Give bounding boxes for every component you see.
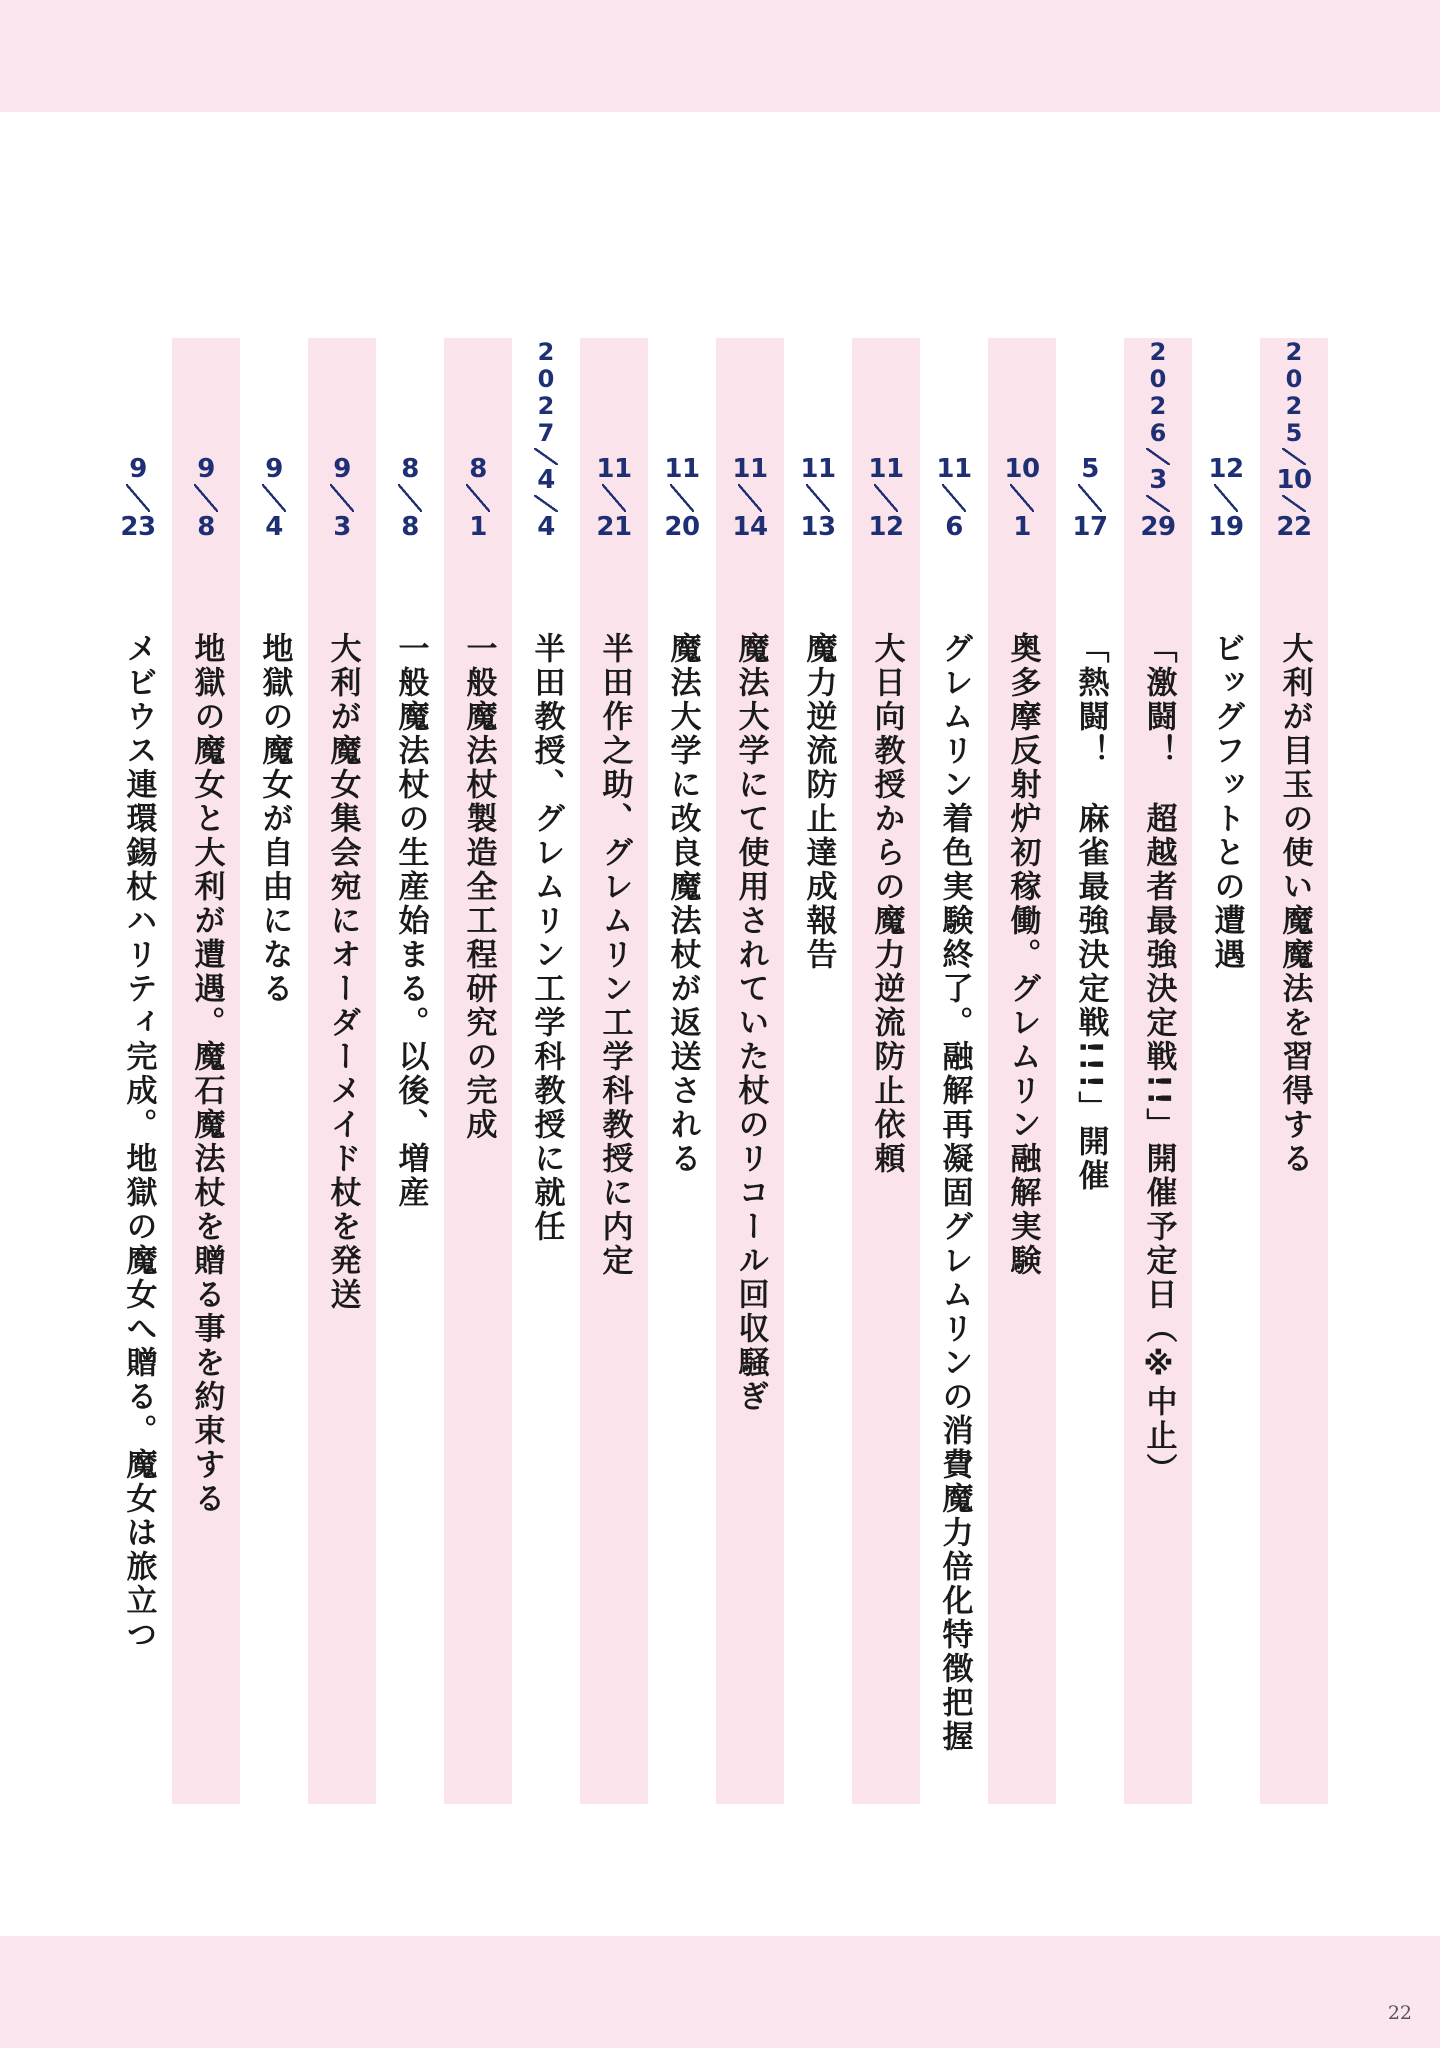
entry-date	[852, 338, 920, 558]
entry-event-text: 地獄の魔女が自由になる	[256, 632, 293, 1006]
entry-day: 21	[596, 512, 632, 542]
entry-event-text: 魔法大学に改良魔法杖が返送される	[664, 632, 701, 1176]
date-separator	[670, 484, 694, 512]
entry-day: 23	[120, 512, 156, 542]
timeline-entry	[988, 338, 1056, 1804]
entry-month: 11	[800, 454, 836, 484]
date-separator	[738, 484, 762, 512]
date-separator	[602, 484, 626, 512]
entry-date	[1056, 338, 1124, 558]
entry-event-text: 地獄の魔女と大利が遭遇。魔石魔法杖を贈る事を約束する	[188, 632, 225, 1516]
entry-event-text: 大日向教授からの魔力逆流防止依頼	[868, 632, 905, 1176]
timeline-entry	[1192, 338, 1260, 1804]
entry-day: 4	[537, 512, 555, 542]
timeline-entry	[444, 338, 512, 1804]
entry-event-text: メビウス連環錫杖ハリティ完成。地獄の魔女へ贈る。魔女は旅立つ	[120, 632, 157, 1652]
entry-month: 11	[664, 454, 700, 484]
entry-event-text: 「激闘！ 超越者最強決定戦!!」開催予定日（※中止）	[1140, 632, 1177, 1488]
timeline-entry	[376, 338, 444, 1804]
entry-date	[784, 338, 852, 558]
entry-date	[1124, 338, 1192, 558]
timeline-entry	[512, 338, 580, 1804]
timeline-entry	[1056, 338, 1124, 1804]
date-separator	[330, 484, 354, 512]
entry-day: 6	[945, 512, 963, 542]
entry-date	[172, 338, 240, 558]
entry-event-text: 奥多摩反射炉初稼働。グレムリン融解実験	[1004, 632, 1041, 1278]
date-separator	[262, 484, 286, 512]
date-separator	[1282, 495, 1306, 512]
date-separator	[942, 484, 966, 512]
entry-day: 3	[333, 512, 351, 542]
entry-date	[648, 338, 716, 558]
entry-date	[104, 338, 172, 558]
entry-month: 3	[1149, 465, 1167, 495]
entry-month: 4	[537, 465, 555, 495]
entry-event-text: 半田作之助、グレムリン工学科教授に内定	[596, 632, 633, 1278]
date-separator	[398, 484, 422, 512]
entry-event-text: 大利が目玉の使い魔魔法を習得する	[1276, 632, 1313, 1176]
date-separator	[466, 484, 490, 512]
timeline-entry	[784, 338, 852, 1804]
timeline-entry	[1260, 338, 1328, 1804]
entry-event-text: 半田教授、グレムリン工学科教授に就任	[528, 632, 565, 1244]
entry-month: 9	[129, 454, 147, 484]
date-separator	[534, 448, 558, 465]
entry-month: 11	[732, 454, 768, 484]
entry-year: 2027	[532, 338, 560, 446]
entry-day: 19	[1208, 512, 1244, 542]
entry-month: 8	[469, 454, 487, 484]
entry-event-text: グレムリン着色実験終了。融解再凝固グレムリンの消費魔力倍化特徴把握	[936, 632, 973, 1754]
date-separator	[534, 495, 558, 512]
entry-event-text: ビッグフットとの遭遇	[1208, 632, 1245, 972]
entry-date	[920, 338, 988, 558]
entry-date	[308, 338, 376, 558]
entry-day: 1	[469, 512, 487, 542]
entry-date	[580, 338, 648, 558]
timeline-entry	[920, 338, 988, 1804]
entry-date	[444, 338, 512, 558]
timeline-entry	[172, 338, 240, 1804]
entry-year: 2026	[1144, 338, 1172, 446]
timeline-entry	[104, 338, 172, 1804]
entry-month: 8	[401, 454, 419, 484]
entry-date	[988, 338, 1056, 558]
date-separator	[1078, 484, 1102, 512]
entry-day: 4	[265, 512, 283, 542]
entry-month: 9	[333, 454, 351, 484]
entry-event-text: 魔法大学にて使用されていた杖のリコール回収騒ぎ	[732, 632, 769, 1414]
timeline-entry	[648, 338, 716, 1804]
bottom-pink-band	[0, 1936, 1440, 2048]
date-separator	[1146, 448, 1170, 465]
page-number: 22	[1387, 2002, 1412, 2024]
entry-month: 5	[1081, 454, 1099, 484]
entry-event-text: 大利が魔女集会宛にオーダーメイド杖を発送	[324, 632, 361, 1312]
date-separator	[874, 484, 898, 512]
timeline-entry	[240, 338, 308, 1804]
entry-month: 11	[868, 454, 904, 484]
date-separator	[126, 484, 150, 512]
date-separator	[806, 484, 830, 512]
entry-month: 11	[596, 454, 632, 484]
entry-day: 12	[868, 512, 904, 542]
entry-month: 12	[1208, 454, 1244, 484]
entry-date	[1260, 338, 1328, 558]
entry-event-text: 一般魔法杖の生産始まる。以後、増産	[392, 632, 429, 1210]
entry-month: 9	[265, 454, 283, 484]
entry-month: 9	[197, 454, 215, 484]
timeline-entry	[852, 338, 920, 1804]
entry-month: 11	[936, 454, 972, 484]
date-separator	[194, 484, 218, 512]
timeline-entry	[308, 338, 376, 1804]
entry-year: 2025	[1280, 338, 1308, 446]
entry-month: 10	[1276, 465, 1312, 495]
entry-day: 22	[1276, 512, 1312, 542]
entry-date	[1192, 338, 1260, 558]
entry-day: 1	[1013, 512, 1031, 542]
date-separator	[1146, 495, 1170, 512]
entry-day: 17	[1072, 512, 1108, 542]
date-separator	[1010, 484, 1034, 512]
entry-day: 8	[197, 512, 215, 542]
timeline-entry	[1124, 338, 1192, 1804]
entry-day: 13	[800, 512, 836, 542]
entry-event-text: 魔力逆流防止達成報告	[800, 632, 837, 972]
date-separator	[1282, 448, 1306, 465]
entry-day: 14	[732, 512, 768, 542]
entry-day: 20	[664, 512, 700, 542]
date-separator	[1214, 484, 1238, 512]
entry-date	[376, 338, 444, 558]
entry-day: 8	[401, 512, 419, 542]
entry-event-text: 「熱闘！ 麻雀最強決定戦!!!」開催	[1072, 632, 1109, 1194]
timeline-entry	[716, 338, 784, 1804]
timeline-entry	[580, 338, 648, 1804]
entry-event-text: 一般魔法杖製造全工程研究の完成	[460, 632, 497, 1142]
entry-day: 29	[1140, 512, 1176, 542]
entry-date	[240, 338, 308, 558]
entry-month: 10	[1004, 454, 1040, 484]
entry-date	[512, 338, 580, 558]
entry-date	[716, 338, 784, 558]
